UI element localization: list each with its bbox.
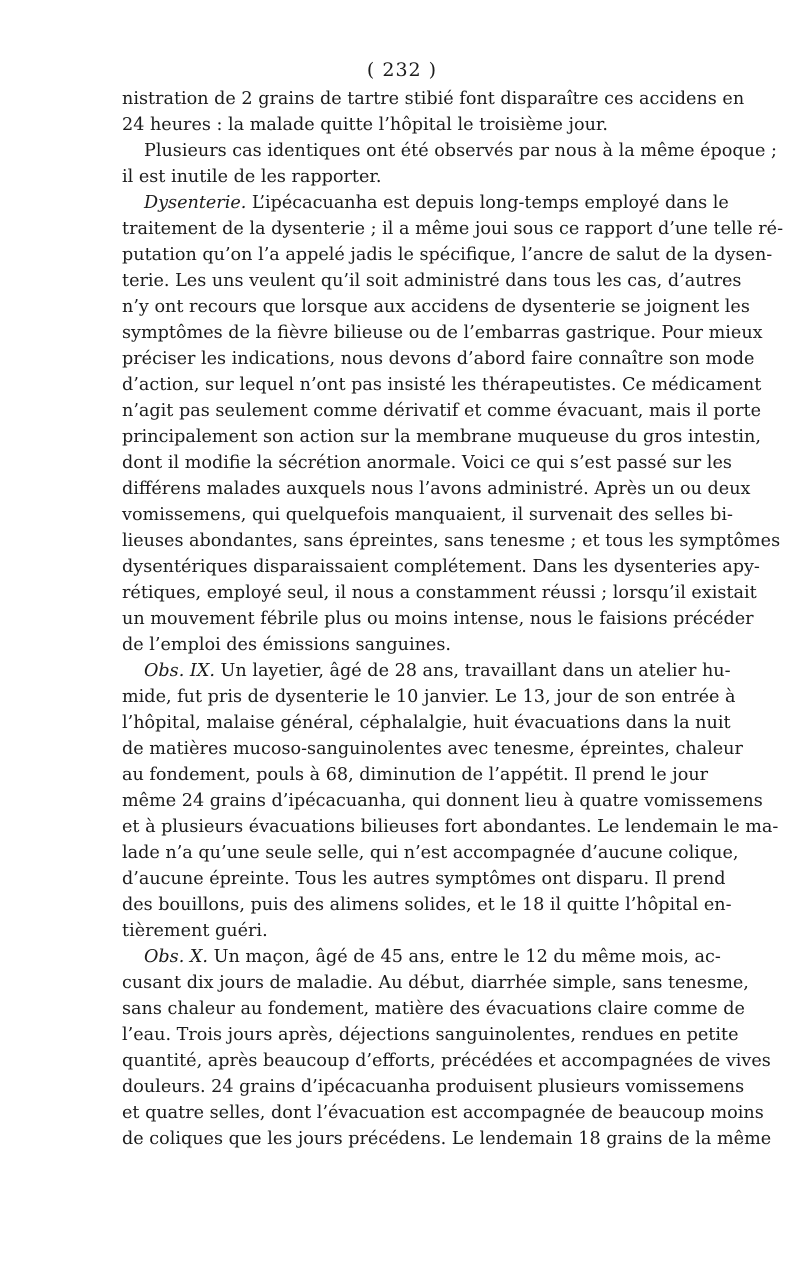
text-line: un mouvement fébrile plus ou moins intense, nous le faisions précéder xyxy=(122,609,754,629)
text-line: d’action, sur lequel n’ont pas insisté les thérapeutistes. Ce médicament xyxy=(122,375,762,395)
paragraph-dysenterie xyxy=(122,190,784,658)
text-line: il est inutile de les rapporter. xyxy=(122,167,382,187)
text-line: tièrement guéri. xyxy=(122,921,268,941)
paragraph-obs-ix xyxy=(122,658,779,944)
text-line: au fondement, pouls à 68, diminution de l’appétit. Il prend le jour xyxy=(122,765,709,785)
text-line: vomissemens, qui quelquefois manquaient, il survenait des selles bi- xyxy=(122,505,733,525)
text-line: Dysenterie. L’ipécacuanha est depuis long-temps employé dans le xyxy=(144,193,729,213)
text-line: traitement de la dysenterie ; il a même joui sous ce rapport d’une telle ré- xyxy=(122,219,784,239)
text-line: mide, fut pris de dysenterie le 10 janvier. Le 13, jour de son entrée à xyxy=(122,687,736,707)
text-line: différens malades auxquels nous l’avons administré. Après un ou deux xyxy=(122,479,751,499)
text-line: sans chaleur au fondement, matière des évacuations claire comme de xyxy=(122,999,745,1019)
text-line: rétiques, employé seul, il nous a constamment réussi ; lorsqu’il existait xyxy=(122,583,757,603)
observation-lead: Obs. IX. xyxy=(144,661,215,681)
text-line: Obs. IX. Un layetier, âgé de 28 ans, travaillant dans un atelier hu- xyxy=(144,661,731,681)
text-line: l’eau. Trois jours après, déjections sanguinolentes, rendues en petite xyxy=(122,1025,739,1045)
text-line: nistration de 2 grains de tartre stibié font disparaître ces accidens en xyxy=(122,89,745,109)
text-line: et quatre selles, dont l’évacuation est accompagnée de beaucoup moins xyxy=(122,1103,764,1123)
text-line: Plusieurs cas identiques ont été observés par nous à la même époque ; xyxy=(144,141,777,161)
text-line: de coliques que les jours précédens. Le lendemain 18 grains de la même xyxy=(122,1129,772,1149)
text-line: des bouillons, puis des alimens solides, et le 18 il quitte l’hôpital en- xyxy=(122,895,732,915)
text-line: quantité, après beaucoup d’efforts, précédées et accompagnées de vives xyxy=(122,1051,771,1071)
text-line: de matières mucoso-sanguinolentes avec tenesme, épreintes, chaleur xyxy=(122,739,743,759)
text-line: préciser les indications, nous devons d’abord faire connaître son mode xyxy=(122,349,755,369)
book-page xyxy=(122,56,784,1152)
section-lead: Dysenterie. xyxy=(144,193,247,213)
text-line: principalement son action sur la membrane muqueuse du gros intestin, xyxy=(122,427,761,447)
text-line: putation qu’on l’a appelé jadis le spécifique, l’ancre de salut de la dysen- xyxy=(122,245,773,265)
text-line: n’y ont recours que lorsque aux accidens de dysenterie se joignent les xyxy=(122,297,750,317)
text-line: terie. Les uns veulent qu’il soit administré dans tous les cas, d’autres xyxy=(122,271,742,291)
text-line: même 24 grains d’ipécacuanha, qui donnent lieu à quatre vomissemens xyxy=(122,791,763,811)
page-number: ( 232 ) xyxy=(366,59,438,81)
text-line: d’aucune épreinte. Tous les autres symptômes ont disparu. Il prend xyxy=(122,869,726,889)
text-line: lade n’a qu’une seule selle, qui n’est accompagnée d’aucune colique, xyxy=(122,843,739,863)
paragraph-2 xyxy=(122,138,777,190)
text-line: lieuses abondantes, sans épreintes, sans tenesme ; et tous les symptômes xyxy=(122,531,781,551)
text-line: Obs. X. Un maçon, âgé de 45 ans, entre le 12 du même mois, ac- xyxy=(144,947,721,967)
text-line: et à plusieurs évacuations bilieuses fort abondantes. Le lendemain le ma- xyxy=(122,817,779,837)
text-line: n’agit pas seulement comme dérivatif et comme évacuant, mais il porte xyxy=(122,401,762,421)
observation-lead: Obs. X. xyxy=(144,947,209,967)
paragraph-1 xyxy=(122,86,745,138)
text-line: 24 heures : la malade quitte l’hôpital le troisième jour. xyxy=(122,115,608,135)
text-line: l’hôpital, malaise général, céphalalgie, huit évacuations dans la nuit xyxy=(122,713,731,733)
text-line: dysentériques disparaissaient complétement. Dans les dysenteries apy- xyxy=(122,557,760,577)
text-line: dont il modifie la sécrétion anormale. Voici ce qui s’est passé sur les xyxy=(122,453,732,473)
text-line: de l’emploi des émissions sanguines. xyxy=(122,635,451,655)
text-line: douleurs. 24 grains d’ipécacuanha produisent plusieurs vomissemens xyxy=(122,1077,745,1097)
paragraph-obs-x xyxy=(122,944,772,1152)
text-line: cusant dix jours de maladie. Au début, diarrhée simple, sans tenesme, xyxy=(122,973,749,993)
text-line: symptômes de la fièvre bilieuse ou de l’embarras gastrique. Pour mieux xyxy=(122,323,763,343)
